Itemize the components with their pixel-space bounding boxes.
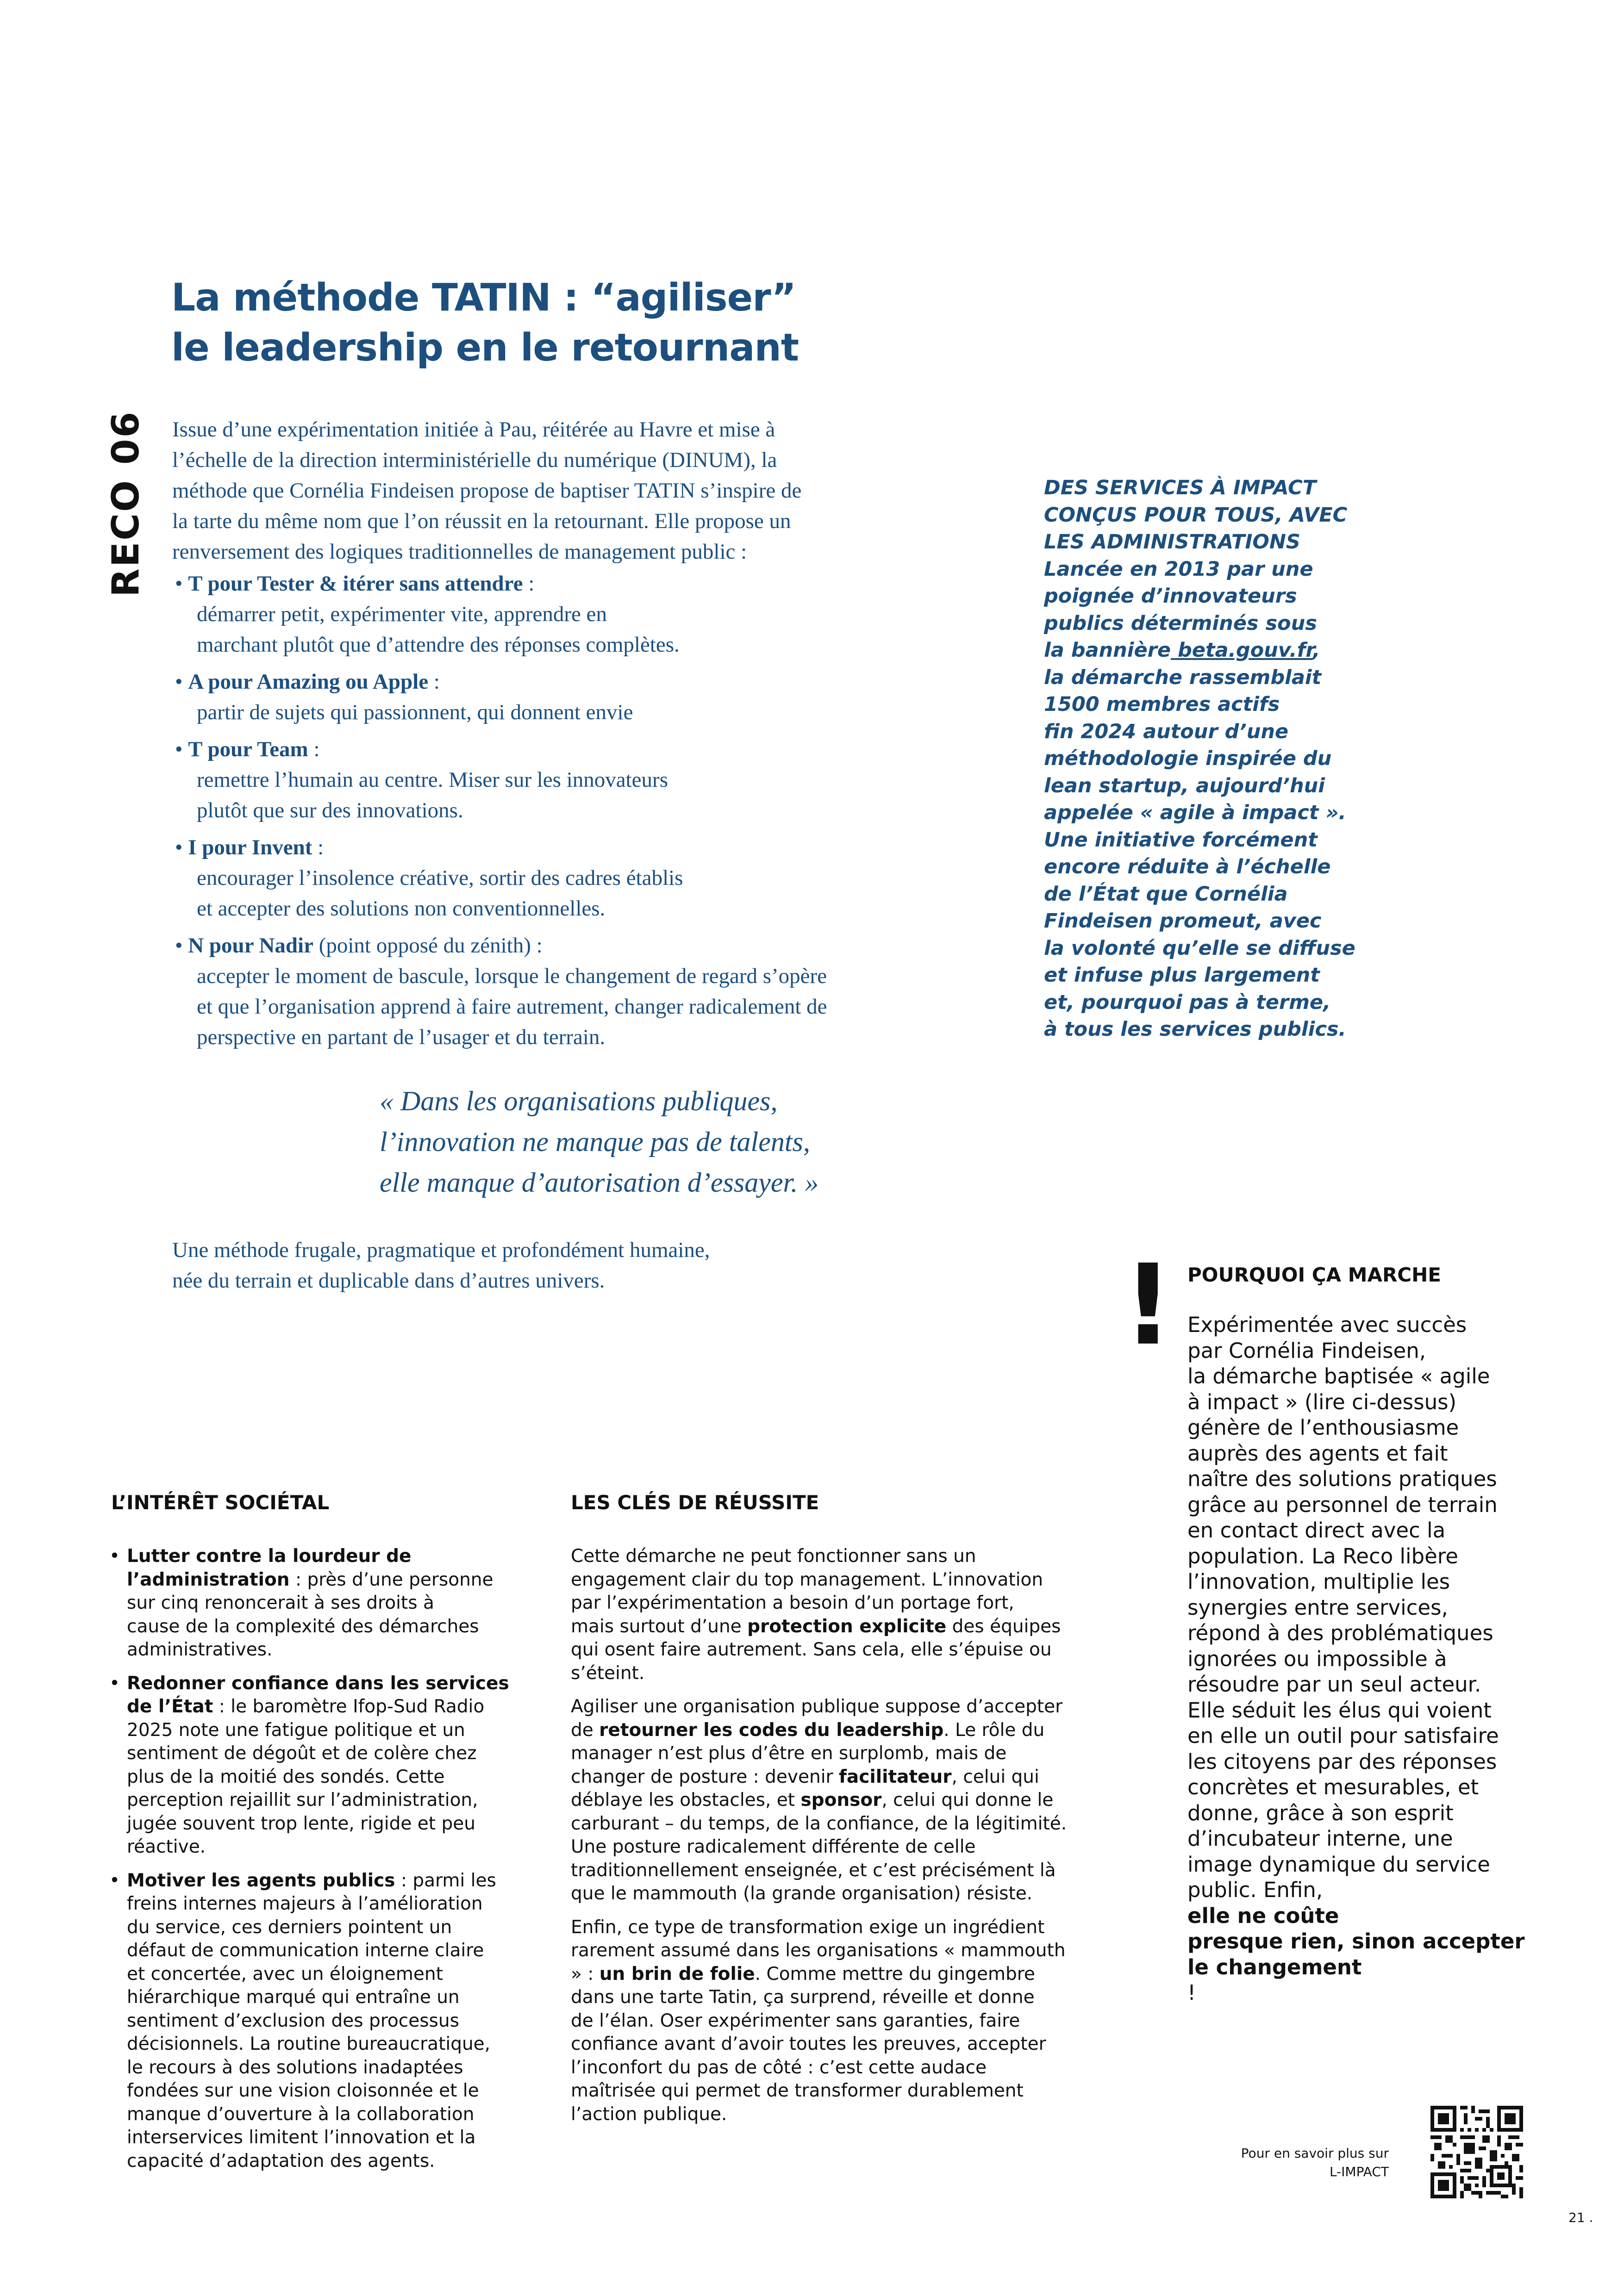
tatin-item-suffix: : — [531, 933, 543, 958]
intro-line: l’échelle de la direction interministérielle du numérique (DINUM), la — [172, 448, 777, 472]
sidebar-line: méthodologie inspirée du — [1044, 747, 1332, 770]
tatin-item-desc: encourager l’insolence créative, sortir des cadres établis — [197, 866, 683, 890]
cles-text: des équipes — [946, 1616, 1061, 1637]
sidebar-line: encore réduite à l’échelle — [1044, 855, 1331, 878]
item-text: 2025 note une fatigue politique et un — [127, 1719, 465, 1741]
why-text: ! — [1187, 1980, 1196, 2005]
cles-line: que le mammouth (la grande organisation) résiste. — [571, 1883, 1033, 1904]
qr-code-icon[interactable] — [1430, 2106, 1523, 2198]
why-line: Elle séduit les élus qui voient — [1187, 1698, 1492, 1723]
tatin-item-t-team — [175, 734, 962, 826]
cles-line: par l’expérimentation a besoin d’un portage fort, — [571, 1593, 1014, 1613]
sidebar-box — [1044, 474, 1442, 1043]
tatin-item-desc: partir de sujets qui passionnent, qui donnent envie — [197, 700, 633, 724]
tatin-item-suffix: : — [523, 572, 535, 596]
tatin-item-desc: plutôt que sur des innovations. — [197, 798, 463, 822]
why-line: en elle un outil pour satisfaire — [1187, 1724, 1499, 1748]
cles-paragraph — [571, 1545, 1080, 1685]
tatin-item-note: (point opposé du zénith) — [313, 933, 531, 958]
item-bold: l’administration — [127, 1569, 290, 1590]
why-line: concrètes et mesurables, et — [1187, 1775, 1479, 1799]
why-line: image dynamique du service — [1187, 1852, 1490, 1877]
item-text: du service, ces derniers pointent un — [127, 1916, 452, 1938]
sidebar-line: Lancée en 2013 par une — [1044, 557, 1313, 581]
item-text: cause de la complexité des démarches — [127, 1616, 479, 1637]
item-text: : parmi les — [395, 1870, 496, 1891]
why-line: d’incubateur interne, une — [1187, 1826, 1453, 1851]
closing-line: née du terrain et duplicable dans d’autres univers. — [172, 1269, 605, 1293]
cles-bold: un brin de folie — [599, 1963, 755, 1985]
cles-text: » : — [571, 1963, 600, 1985]
why-line: donne, grâce à son esprit — [1187, 1800, 1454, 1825]
bullet: • — [175, 933, 183, 958]
tatin-item-desc: accepter le moment de bascule, lorsque le changement de regard s’opère — [197, 964, 827, 988]
why-line: à impact » (lire ci-dessus) — [1187, 1389, 1457, 1414]
sidebar-line: Findeisen promeut, avec — [1044, 909, 1322, 933]
why-bold: elle ne coûte — [1187, 1903, 1339, 1928]
item-text: et concertée, avec un éloignement — [127, 1963, 443, 1985]
page-title — [171, 273, 1051, 373]
item-text: capacité d’adaptation des agents. — [127, 2150, 435, 2172]
tatin-item-desc: et que l’organisation apprend à faire autrement, changer radicalement de — [197, 995, 827, 1019]
cles-line: s’éteint. — [571, 1662, 645, 1684]
item-bold: • Lutter contre la lourdeur de — [127, 1546, 412, 1567]
cles-bold: retourner les codes du leadership — [599, 1719, 944, 1741]
item-text: jugée souvent trop lente, rigide et peu — [127, 1813, 475, 1834]
sidebar-line: poignée d’innovateurs — [1044, 585, 1297, 608]
cles-text: de — [571, 1719, 600, 1741]
cles-line: traditionnellement enseignée, et c’est précisément là — [571, 1860, 1056, 1881]
cles-line: engagement clair du top management. L’innovation — [571, 1569, 1043, 1590]
exclamation-icon: ! — [1123, 1240, 1174, 1370]
cles-line: Agiliser une organisation publique suppose d’accepter — [571, 1696, 1063, 1717]
sidebar-line: 1500 membres actifs — [1044, 693, 1280, 716]
sidebar-line: et infuse plus largement — [1044, 964, 1320, 987]
cles-line: Cette démarche ne peut fonctionner sans un — [571, 1546, 976, 1567]
intro-line: la tarte du même nom que l’on réussit en la retournant. Elle propose un — [172, 509, 791, 533]
sidebar-link-prefix: la bannière — [1044, 639, 1171, 662]
interet-heading: L’INTÉRÊT SOCIÉTAL — [111, 1491, 330, 1514]
cles-body — [571, 1545, 1080, 2136]
item-text: sentiment de dégoût et de colère chez — [127, 1743, 477, 1764]
item-text: fondées sur une vision cloisonnée et le — [127, 2080, 479, 2101]
list-item — [107, 1672, 524, 1859]
sidebar-line: appelée « agile à impact ». — [1044, 801, 1346, 824]
cles-bold: protection explicite — [747, 1616, 947, 1637]
sidebar-line: fin 2024 autour d’une — [1044, 720, 1289, 743]
why-line: par Cornélia Findeisen, — [1187, 1338, 1426, 1363]
cles-text: . Comme mettre du gingembre — [755, 1963, 1035, 1985]
cles-text: mais surtout d’une — [571, 1616, 748, 1637]
cles-line: maîtrisée qui permet de transformer durablement — [571, 2080, 1024, 2101]
cles-line: manager n’est plus d’être en surplomb, mais de — [571, 1743, 1007, 1764]
quote-line: « Dans les organisations publiques, — [380, 1086, 778, 1116]
item-text: perception rejaillit sur l’administration, — [127, 1790, 478, 1811]
tatin-item-a-amazing — [175, 666, 962, 728]
tatin-item-desc: démarrer petit, expérimenter vite, apprendre en — [197, 602, 607, 626]
item-bold: • Redonner confiance dans les services — [127, 1673, 509, 1694]
item-text: hiérarchique marqué qui entraîne un — [127, 1987, 460, 2008]
page-number: 21 . — [1568, 2210, 1593, 2225]
item-text: le recours à des solutions inadaptées — [127, 2057, 463, 2078]
why-line: répond à des problématiques — [1187, 1621, 1493, 1645]
closing-paragraph — [172, 1235, 867, 1296]
item-text: : le baromètre Ifop-Sud Radio — [213, 1696, 485, 1717]
bullet: • — [175, 572, 183, 596]
item-text: décisionnels. La routine bureaucratique, — [127, 2034, 491, 2054]
sidebar-line: la démarche rassemblait — [1044, 666, 1322, 689]
bullet: • — [175, 737, 183, 761]
cles-line: Une posture radicalement différente de celle — [571, 1836, 976, 1857]
beta-gouv-link[interactable]: beta.gouv.fr — [1171, 639, 1313, 662]
cles-paragraph — [571, 1695, 1080, 1906]
cles-text: . Le rôle du — [943, 1719, 1045, 1741]
item-text: freins internes majeurs à l’amélioration — [127, 1893, 483, 1914]
why-line: population. La Reco libère — [1187, 1543, 1458, 1568]
cles-line: rarement assumé dans les organisations « mammouth — [571, 1940, 1066, 1961]
why-line: la démarche baptisée « agile — [1187, 1364, 1490, 1388]
qr-caption — [1194, 2144, 1389, 2181]
tatin-item-suffix: : — [312, 835, 324, 859]
intro-line: renversement des logiques traditionnelles de management public : — [172, 540, 747, 564]
title-line-1: La méthode TATIN : “agiliser” — [171, 276, 796, 320]
sidebar-line: Une initiative forcément — [1044, 828, 1318, 852]
cles-text: déblaye les obstacles, et — [571, 1790, 801, 1811]
bullet: • — [175, 835, 183, 859]
item-text: sur cinq renoncerait à ses droits à — [127, 1593, 434, 1613]
why-bold: le changement — [1187, 1954, 1362, 1979]
tatin-item-suffix: : — [308, 737, 320, 761]
reco-label: RECO 06 — [104, 410, 147, 597]
tatin-item-head: N pour Nadir — [188, 933, 313, 958]
item-text: réactive. — [127, 1836, 206, 1857]
cles-text: , celui qui donne le — [881, 1790, 1054, 1811]
tatin-item-suffix: : — [428, 670, 440, 694]
cles-text: , celui qui — [951, 1766, 1039, 1787]
sidebar-heading: CONÇUS POUR TOUS, AVEC — [1044, 503, 1348, 527]
why-line: naître des solutions pratiques — [1187, 1467, 1497, 1491]
cles-bold: sponsor — [800, 1790, 882, 1811]
why-line — [1187, 1954, 1539, 2006]
sidebar-line: de l’État que Cornélia — [1044, 882, 1288, 906]
cles-line: carburant – du temps, de la confiance, de la légitimité. — [571, 1813, 1067, 1834]
cles-line: dans une tarte Tatin, ça surprend, réveille et donne — [571, 1987, 1035, 2008]
pull-quote — [380, 1081, 981, 1203]
why-line: grâce au personnel de terrain — [1187, 1492, 1498, 1517]
why-text: public. Enfin, — [1187, 1878, 1323, 1902]
quote-line: l’innovation ne manque pas de talents, — [380, 1126, 810, 1157]
list-item — [107, 1869, 524, 2173]
cles-line: l’action publique. — [571, 2103, 727, 2125]
tatin-item-head: A pour Amazing ou Apple — [188, 670, 429, 694]
item-text: interservices limitent l’innovation et la — [127, 2127, 476, 2148]
title-line-2: le leadership en le retournant — [171, 326, 799, 370]
item-text: défaut de communication interne claire — [127, 1940, 484, 1961]
list-item — [107, 1545, 524, 1662]
item-text: plus de la moitié des sondés. Cette — [127, 1766, 445, 1787]
why-heading: POURQUOI ÇA MARCHE — [1187, 1263, 1441, 1286]
sidebar-heading: DES SERVICES À IMPACT — [1044, 476, 1317, 499]
tatin-item-head: T pour Team — [188, 737, 308, 761]
tatin-list — [175, 568, 962, 1059]
item-bold: Motiver les agents publics — [127, 1870, 395, 1891]
why-line: les citoyens par des réponses — [1187, 1749, 1497, 1774]
tatin-item-i-invent — [175, 832, 962, 924]
tatin-item-head: I pour Invent — [188, 835, 312, 859]
sidebar-line: publics déterminés sous — [1044, 611, 1317, 635]
tatin-item-n-nadir — [175, 930, 962, 1052]
cles-line: l’inconfort du pas de côté : c’est cette audace — [571, 2057, 987, 2078]
cles-bold: facilitateur — [838, 1766, 952, 1787]
item-text: : près d’une personne — [289, 1569, 493, 1590]
cles-line: confiance avant d’avoir toutes les preuves, accepter — [571, 2034, 1046, 2054]
why-bold: presque rien, sinon accepter — [1187, 1929, 1525, 1954]
why-body — [1187, 1312, 1539, 2006]
closing-line: Une méthode frugale, pragmatique et profondément humaine, — [172, 1238, 710, 1262]
sidebar-line: et, pourquoi pas à terme, — [1044, 990, 1331, 1014]
tatin-item-desc: perspective en partant de l’usager et du terrain. — [197, 1025, 606, 1049]
tatin-item-desc: remettre l’humain au centre. Miser sur les innovateurs — [197, 768, 668, 792]
why-line — [1187, 1877, 1539, 1929]
why-line: ignorées ou impossible à — [1187, 1646, 1447, 1671]
intro-line: méthode que Cornélia Findeisen propose de baptiser TATIN s’inspire de — [172, 479, 802, 503]
quote-line: elle manque d’autorisation d’essayer. » — [380, 1167, 819, 1198]
why-line: auprès des agents et fait — [1187, 1441, 1448, 1466]
qr-caption-line: Pour en savoir plus sur — [1241, 2146, 1389, 2161]
cles-paragraph — [571, 1916, 1080, 2127]
sidebar-line: à tous les services publics. — [1044, 1018, 1346, 1041]
cles-text: changer de posture : devenir — [571, 1766, 839, 1787]
why-line: synergies entre services, — [1187, 1595, 1448, 1620]
cles-line: Enfin, ce type de transformation exige un ingrédient — [571, 1916, 1045, 1938]
cles-heading: LES CLÉS DE RÉUSSITE — [571, 1491, 819, 1514]
bullet: • — [175, 670, 183, 694]
tatin-item-t-tester — [175, 568, 962, 660]
sidebar-line: la volonté qu’elle se diffuse — [1044, 936, 1355, 960]
why-line: l’innovation, multiplie les — [1187, 1569, 1450, 1594]
why-line: génère de l’enthousiasme — [1187, 1415, 1459, 1440]
item-text: administratives. — [127, 1639, 273, 1660]
why-line: résoudre par un seul acteur. — [1187, 1672, 1481, 1697]
qr-caption-line: L-IMPACT — [1329, 2164, 1389, 2179]
why-line: Expérimentée avec succès — [1187, 1313, 1467, 1337]
tatin-item-desc: et accepter des solutions non conventionnelles. — [197, 896, 606, 921]
sidebar-line: lean startup, aujourd’hui — [1044, 774, 1325, 797]
sidebar-link-suffix: , — [1312, 639, 1320, 662]
sidebar-heading: LES ADMINISTRATIONS — [1044, 530, 1300, 554]
item-text: sentiment d’exclusion des processus — [127, 2010, 459, 2031]
intro-line: Issue d’une expérimentation initiée à Pau, réitérée au Havre et mise à — [172, 417, 775, 442]
cles-line: de l’élan. Oser expérimenter sans garanties, faire — [571, 2010, 1020, 2031]
intro-paragraph — [172, 414, 950, 567]
tatin-item-head: T pour Tester & itérer sans attendre — [188, 572, 523, 596]
tatin-item-desc: marchant plutôt que d’attendre des réponses complètes. — [197, 633, 680, 657]
cles-line: qui osent faire autrement. Sans cela, elle s’épuise ou — [571, 1639, 1052, 1660]
item-bold: de l’État — [127, 1696, 213, 1717]
interet-list — [107, 1545, 524, 2183]
why-line: en contact direct avec la — [1187, 1518, 1446, 1543]
item-text: manque d’ouverture à la collaboration — [127, 2103, 475, 2125]
